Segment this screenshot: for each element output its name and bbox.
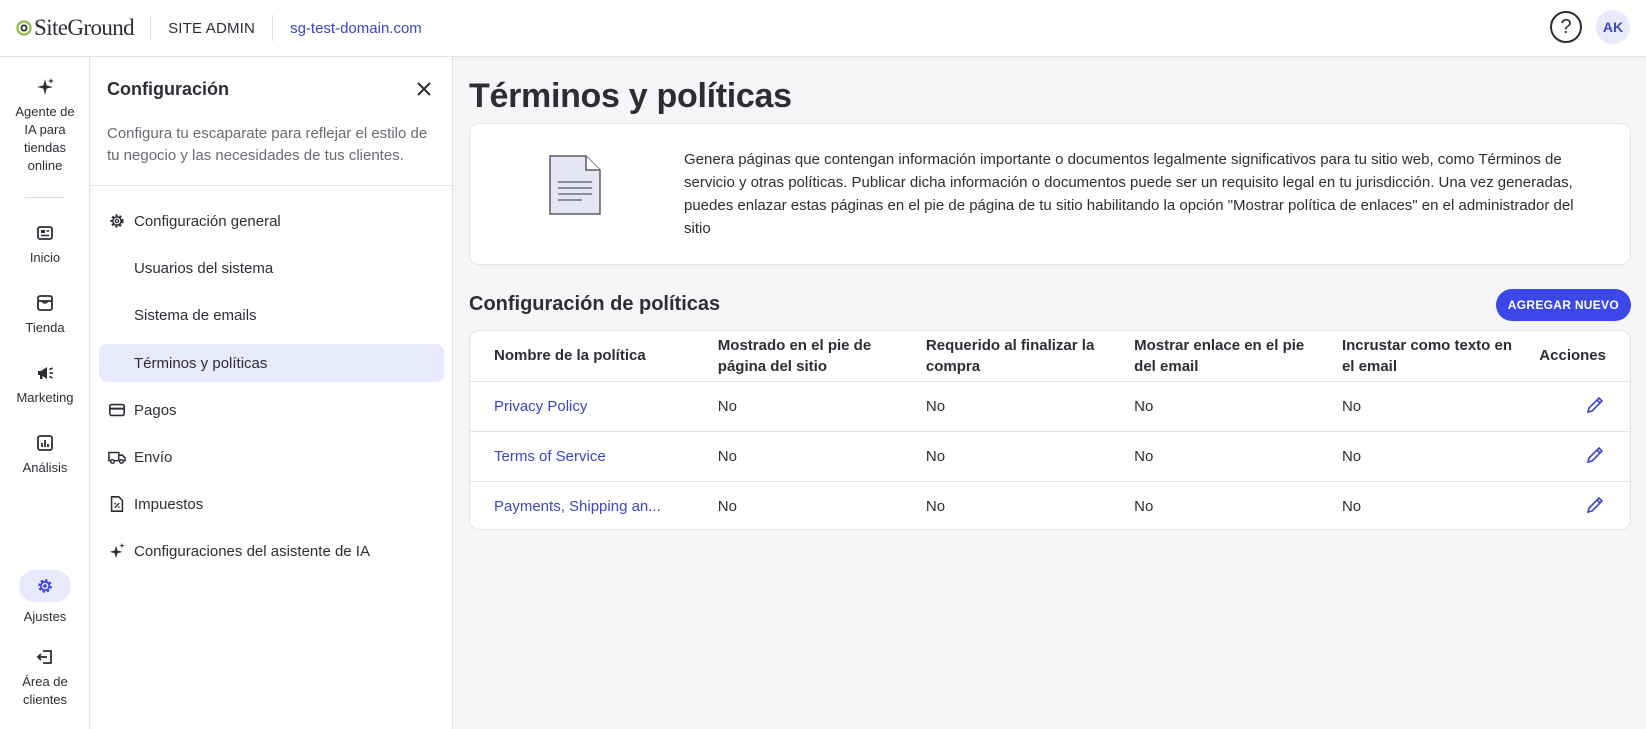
nav-item-sistema-emails[interactable] bbox=[99, 296, 444, 334]
column-header: Requerido al finalizar la compra bbox=[925, 336, 1095, 375]
nav-item-asistente-ia[interactable] bbox=[99, 532, 444, 570]
table-cell: No bbox=[1110, 431, 1318, 481]
nav-item-configuracion-general[interactable] bbox=[99, 202, 444, 240]
sparkles-icon bbox=[35, 77, 55, 97]
add-new-button[interactable]: AGREGAR NUEVO bbox=[1496, 289, 1631, 321]
exit-icon bbox=[35, 647, 55, 667]
truck-icon bbox=[108, 448, 126, 466]
column-header: Nombre de la política bbox=[494, 347, 646, 365]
policy-name-link[interactable]: Payments, Shipping an... bbox=[470, 481, 694, 530]
policy-name-link[interactable]: Terms of Service bbox=[470, 431, 694, 481]
gear-icon bbox=[35, 576, 55, 596]
table-cell: No bbox=[1318, 381, 1515, 431]
divider bbox=[91, 185, 453, 186]
table-cell: No bbox=[694, 481, 902, 530]
rail-active-highlight bbox=[19, 570, 71, 602]
table-row bbox=[470, 431, 1630, 481]
table-row bbox=[470, 481, 1630, 530]
rail-item-inicio[interactable] bbox=[0, 223, 90, 267]
rail-item-area-clientes[interactable] bbox=[0, 647, 90, 709]
edit-pencil-icon[interactable] bbox=[1584, 494, 1606, 516]
panel-title: Configuración bbox=[107, 79, 229, 99]
policies-table bbox=[469, 330, 1631, 530]
column-header: Incrustar como texto en el email bbox=[1341, 336, 1513, 375]
top-bar bbox=[0, 0, 1646, 57]
table-cell: No bbox=[902, 481, 1110, 530]
rail-item-label: Ajustes bbox=[23, 609, 67, 624]
rail-item-label: Inicio bbox=[29, 250, 61, 265]
store-icon bbox=[35, 293, 55, 313]
rail-item-ajustes[interactable] bbox=[0, 570, 90, 626]
table-cell: No bbox=[902, 381, 1110, 431]
nav-item-label: Usuarios del sistema bbox=[134, 259, 274, 277]
document-icon bbox=[548, 154, 602, 216]
chart-icon bbox=[35, 433, 55, 453]
divider bbox=[150, 15, 151, 41]
domain-link[interactable]: sg-test-domain.com bbox=[290, 19, 422, 37]
nav-item-label: Configuraciones del asistente de IA bbox=[134, 542, 370, 560]
nav-item-label: Configuración general bbox=[134, 212, 281, 230]
left-rail bbox=[0, 57, 90, 729]
credit-card-icon bbox=[108, 401, 126, 419]
rail-item-label: Área de clientes bbox=[22, 674, 68, 707]
siteground-logo[interactable] bbox=[16, 0, 134, 57]
gear-icon bbox=[108, 212, 126, 230]
nav-item-impuestos[interactable] bbox=[99, 485, 444, 523]
nav-item-usuarios-sistema[interactable] bbox=[99, 249, 444, 287]
close-icon[interactable] bbox=[412, 77, 436, 101]
rail-item-label: Tienda bbox=[25, 320, 65, 335]
column-header: Mostrado en el pie de página del sitio bbox=[717, 336, 872, 375]
rail-item-analisis[interactable] bbox=[0, 433, 90, 477]
table-cell: No bbox=[694, 431, 902, 481]
actions-cell bbox=[1515, 381, 1630, 431]
home-icon bbox=[35, 223, 55, 243]
table-cell: No bbox=[1318, 481, 1515, 530]
logo-text: SiteGround bbox=[34, 15, 135, 40]
info-text: Genera páginas que contengan información importante o documentos legalmente significativos para tu sitio web, como Términos de servicio y otras políticas. Publicar dicha información o documentos puede ser un requisito legal en tu jurisdicción. Una vez generadas, puedes enlazar estas páginas en el pie de página de tu sitio habilitando la opción "Mostrar política de enlaces" en el administrador del sitio bbox=[684, 151, 1574, 237]
policy-name-link[interactable]: Privacy Policy bbox=[470, 381, 694, 431]
nav-item-label: Pagos bbox=[134, 401, 177, 419]
table-row bbox=[470, 381, 1630, 431]
nav-item-terminos-politicas[interactable] bbox=[99, 344, 444, 382]
nav-item-pagos[interactable] bbox=[99, 391, 444, 429]
column-header: Mostrar enlace en el pie del email bbox=[1134, 336, 1305, 375]
table-cell: No bbox=[1110, 481, 1318, 530]
tax-document-icon bbox=[108, 495, 126, 513]
rail-item-label: Marketing bbox=[16, 390, 74, 405]
sparkles-icon bbox=[108, 542, 126, 560]
main-content bbox=[454, 57, 1646, 729]
actions-cell bbox=[1515, 481, 1630, 530]
table-cell: No bbox=[1318, 431, 1515, 481]
siteground-logo-icon bbox=[16, 19, 32, 37]
column-header: Acciones bbox=[1539, 347, 1606, 365]
actions-cell bbox=[1515, 431, 1630, 481]
table-header-row bbox=[470, 331, 1630, 381]
nav-item-label: Envío bbox=[134, 448, 173, 466]
rail-item-marketing[interactable] bbox=[0, 363, 90, 407]
nav-item-label: Términos y políticas bbox=[134, 354, 268, 372]
nav-item-label: Sistema de emails bbox=[134, 306, 257, 324]
nav-item-label: Impuestos bbox=[134, 495, 204, 513]
rail-item-ai-agent[interactable] bbox=[0, 77, 90, 175]
page-title: Términos y políticas bbox=[469, 77, 792, 115]
table-cell: No bbox=[1110, 381, 1318, 431]
divider bbox=[272, 15, 273, 41]
table-cell: No bbox=[902, 431, 1110, 481]
avatar[interactable]: AK bbox=[1596, 10, 1630, 44]
rail-item-tienda[interactable] bbox=[0, 293, 90, 337]
panel-description: Configura tu escaparate para reflejar el estilo de tu negocio y las necesidades de tus clientes. bbox=[107, 125, 428, 164]
edit-pencil-icon[interactable] bbox=[1584, 394, 1606, 416]
info-card bbox=[469, 123, 1631, 265]
settings-panel bbox=[91, 57, 453, 729]
nav-item-envio[interactable] bbox=[99, 438, 444, 476]
help-icon[interactable]: ? bbox=[1550, 11, 1582, 43]
edit-pencil-icon[interactable] bbox=[1584, 444, 1606, 466]
rail-item-label: Análisis bbox=[22, 460, 68, 475]
megaphone-icon bbox=[35, 363, 55, 383]
rail-divider bbox=[25, 197, 65, 198]
section-title: Configuración de políticas bbox=[469, 293, 721, 315]
table-cell: No bbox=[694, 381, 902, 431]
rail-item-label: Agente de IA para tiendas online bbox=[15, 104, 75, 173]
site-admin-label: SITE ADMIN bbox=[168, 19, 256, 37]
